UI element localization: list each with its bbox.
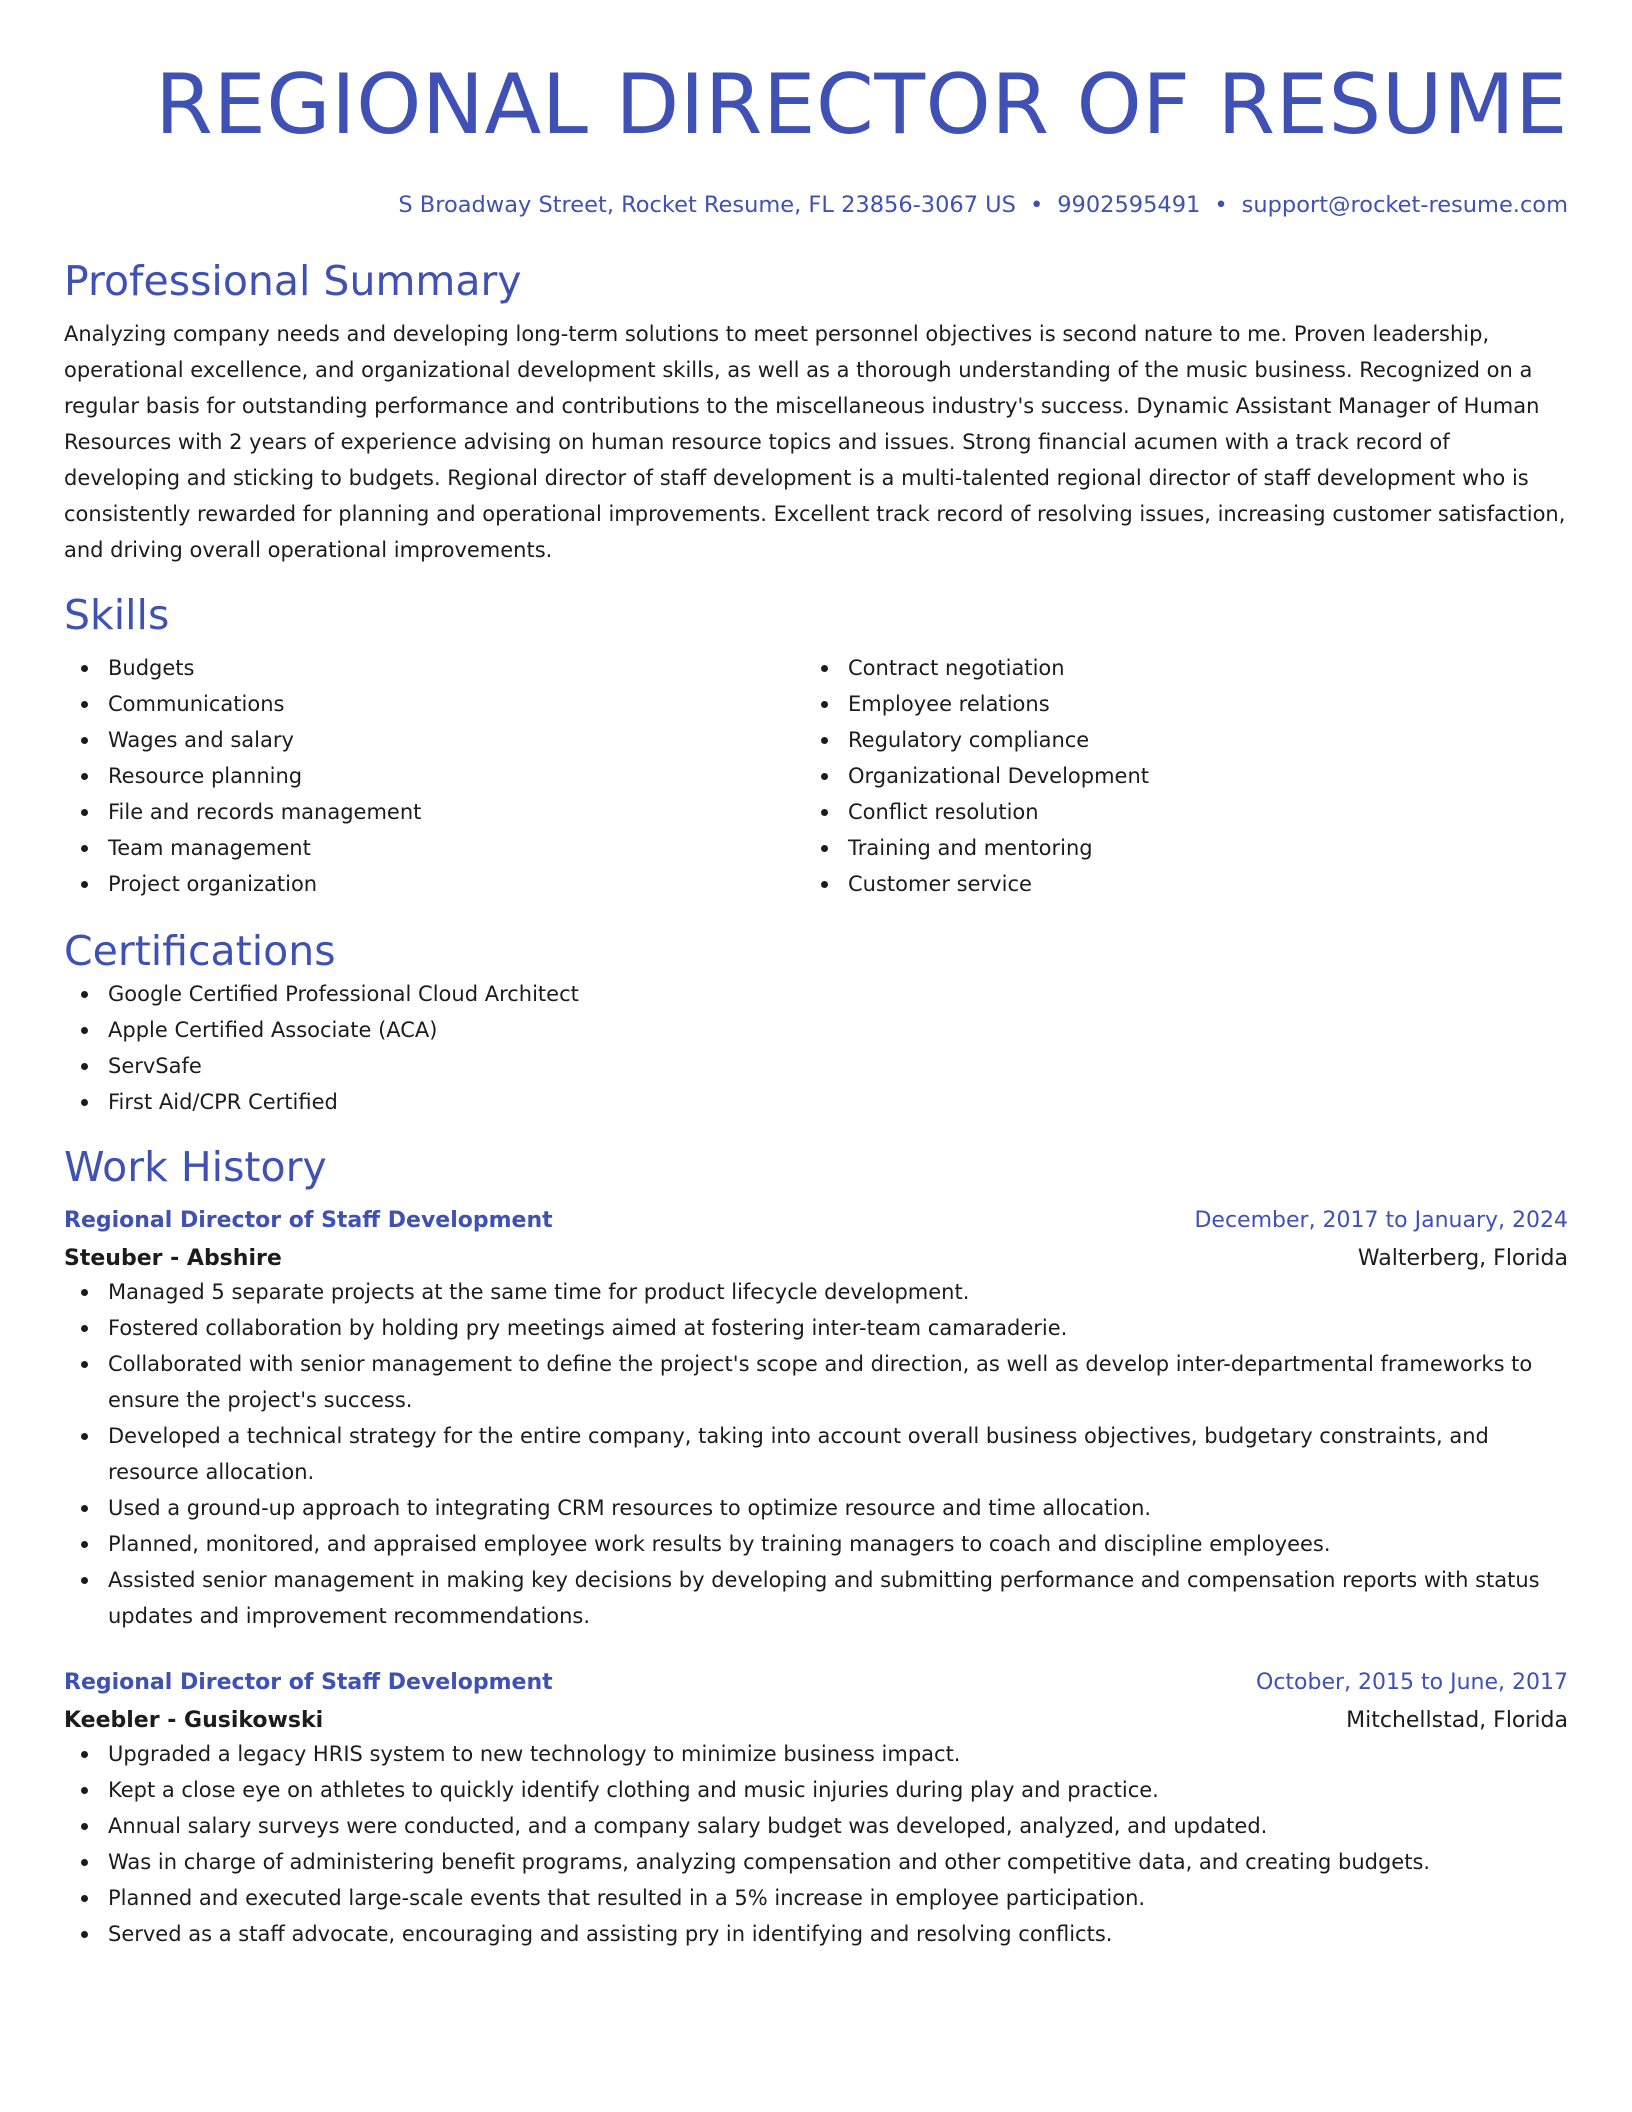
job-duty: Kept a close eye on athletes to quickly identify clothing and music injuries during play and practice.	[64, 1772, 1568, 1808]
job-duty: Developed a technical strategy for the entire company, taking into account overall business objectives, budgetary constraints, and resource allocation.	[64, 1418, 1568, 1490]
skill-item: Employee relations	[804, 686, 1544, 722]
skill-item: Customer service	[804, 866, 1544, 902]
job-duties-list	[64, 1736, 1568, 1952]
certification-item: ServSafe	[64, 1048, 1568, 1084]
certification-item: Apple Certified Associate (ACA)	[64, 1012, 1568, 1048]
summary-text: Analyzing company needs and developing long-term solutions to meet personnel objectives is second nature to me. Proven leadership, operational excellence, and organizational development skills, as well as a thorough understanding of the music business. Recognized on a regular basis for outstanding performance and contributions to the miscellaneous industry's success. Dynamic Assistant Manager of Human Resources with 2 years of experience advising on human resource topics and issues. Strong financial acumen with a track record of developing and sticking to budgets. Regional director of staff development is a multi-talented regional director of staff development who is consistently rewarded for planning and operational improvements. Excellent track record of resolving issues, increasing customer satisfaction, and driving overall operational improvements.	[64, 322, 1566, 562]
job-entry	[64, 1206, 1568, 1634]
job-title: Regional Director of Staff Development	[64, 1208, 553, 1233]
job-dates: December, 2017 to January, 2024	[1194, 1208, 1568, 1233]
job-header	[64, 1668, 1568, 1698]
skill-item: Budgets	[64, 650, 804, 686]
job-title: Regional Director of Staff Development	[64, 1670, 553, 1695]
contact-line	[64, 190, 1568, 220]
job-duties-list	[64, 1274, 1568, 1634]
summary-heading: Professional Summary	[64, 257, 522, 305]
skill-item: Project organization	[64, 866, 804, 902]
company-name: Steuber - Abshire	[64, 1246, 282, 1271]
skills-list-left	[64, 650, 804, 902]
job-duty: Annual salary surveys were conducted, and a company salary budget was developed, analyzed, and updated.	[64, 1808, 1568, 1844]
job-duty: Was in charge of administering benefit programs, analyzing compensation and other competitive data, and creating budgets.	[64, 1844, 1568, 1880]
job-duty: Fostered collaboration by holding pry meetings aimed at fostering inter-team camaraderie.	[64, 1310, 1568, 1346]
skills-section	[64, 590, 1568, 902]
skill-item: Conflict resolution	[804, 794, 1544, 830]
skill-item: Contract negotiation	[804, 650, 1544, 686]
job-duty: Collaborated with senior management to define the project's scope and direction, as well as develop inter-departmental frameworks to ensure the project's success.	[64, 1346, 1568, 1418]
contact-separator: •	[1214, 192, 1228, 218]
job-location: Mitchellstad, Florida	[1346, 1708, 1568, 1733]
job-location: Walterberg, Florida	[1357, 1246, 1568, 1271]
certifications-section	[64, 926, 1568, 1120]
skill-item: Training and mentoring	[804, 830, 1544, 866]
resume-header	[64, 50, 1568, 220]
company-name: Keebler - Gusikowski	[64, 1708, 324, 1733]
job-entry	[64, 1668, 1568, 1952]
skill-item: File and records management	[64, 794, 804, 830]
contact-separator: •	[1029, 192, 1044, 218]
skills-grid	[64, 650, 1568, 902]
skills-list-right	[804, 650, 1544, 902]
work-history-section	[64, 1142, 1568, 1952]
certification-item: First Aid/CPR Certified	[64, 1084, 1568, 1120]
certifications-heading: Certifications	[64, 927, 336, 975]
job-duty: Upgraded a legacy HRIS system to new technology to minimize business impact.	[64, 1736, 1568, 1772]
candidate-name: REGIONAL DIRECTOR OF RESUME	[155, 56, 1568, 153]
job-dates: October, 2015 to June, 2017	[1256, 1670, 1568, 1695]
skill-item: Communications	[64, 686, 804, 722]
job-duty: Served as a staff advocate, encouraging and assisting pry in identifying and resolving conflicts.	[64, 1916, 1568, 1952]
summary-section	[64, 256, 1568, 568]
email-address: support@rocket-resume.com	[1241, 192, 1568, 218]
skill-item: Team management	[64, 830, 804, 866]
skill-item: Regulatory compliance	[804, 722, 1544, 758]
job-duty: Assisted senior management in making key decisions by developing and submitting performance and compensation reports with status updates and improvement recommendations.	[64, 1562, 1568, 1634]
work-history-heading: Work History	[64, 1143, 327, 1191]
skills-heading: Skills	[64, 591, 170, 639]
skill-item: Resource planning	[64, 758, 804, 794]
phone-number: 9902595491	[1057, 192, 1201, 218]
skill-item: Wages and salary	[64, 722, 804, 758]
address: S Broadway Street, Rocket Resume, FL 23856-3067 US	[398, 192, 1016, 218]
job-subheader	[64, 1706, 1568, 1736]
certification-item: Google Certified Professional Cloud Architect	[64, 976, 1568, 1012]
job-subheader	[64, 1244, 1568, 1274]
job-header	[64, 1206, 1568, 1236]
job-duty: Planned, monitored, and appraised employee work results by training managers to coach and discipline employees.	[64, 1526, 1568, 1562]
job-duty: Used a ground-up approach to integrating CRM resources to optimize resource and time allocation.	[64, 1490, 1568, 1526]
skill-item: Organizational Development	[804, 758, 1544, 794]
job-duty: Planned and executed large-scale events that resulted in a 5% increase in employee participation.	[64, 1880, 1568, 1916]
certifications-list	[64, 976, 1568, 1120]
job-duty: Managed 5 separate projects at the same time for product lifecycle development.	[64, 1274, 1568, 1310]
